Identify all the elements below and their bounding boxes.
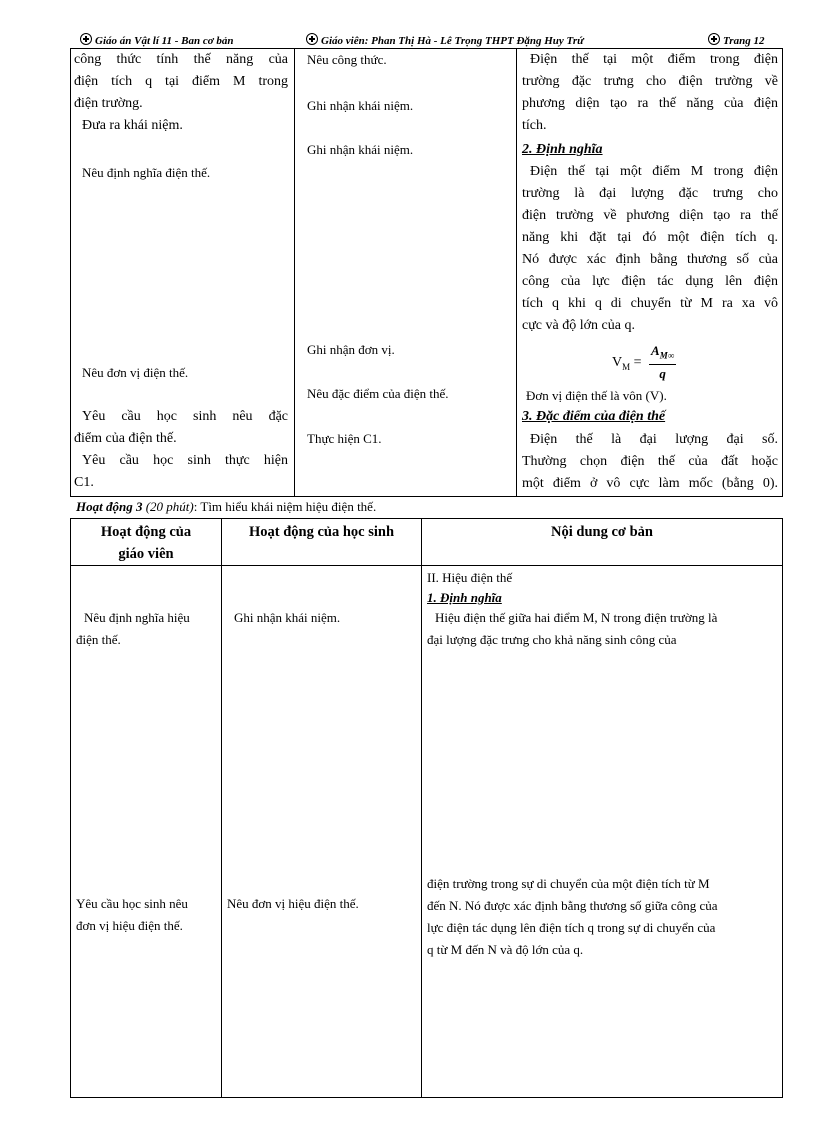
table2-header-border xyxy=(70,565,783,566)
t1-c3-definition-end: cực và độ lớn của q. xyxy=(522,318,635,333)
t2-c1-define: Nêu định nghĩa hiệu điện thế. xyxy=(76,610,190,647)
section-heading-properties: 3. Đặc điểm của điện thế xyxy=(522,409,666,424)
section-heading-definition: 2. Định nghĩa xyxy=(522,142,603,157)
t2-c2-unit: Nêu đơn vị hiệu điện thế. xyxy=(227,896,359,911)
table2-bottom-border xyxy=(70,1097,783,1098)
t1-c1-ask-props-2: điểm của điện thế. xyxy=(74,431,177,446)
t1-c3-definition: Điện thế tại một điểm M trong điện trường là đại lượng đặc trưng cho điện trường về phương diện tạo ra thế năng khi đặt tại đó một điện tích q. Nó được xác định bằng thương số của công của lực điện tác dụng lên điện tích q khi q di chuyển từ M ra xa vô xyxy=(522,164,778,311)
t1-c1-block1: công thức tính thế năng của điện tích q tại điểm M trong xyxy=(74,52,288,89)
header-left: Giáo án Vật lí 11 - Ban cơ bản xyxy=(80,32,234,47)
t2-c3-definition-cont: điện trường trong sự di chuyển của một điện tích từ M đến N. Nó được xác định bằng thương số giữa công của lực điện tác dụng lên điện tích q trong sự di chuyển của q từ M đến N và độ lớn của q. xyxy=(427,876,718,957)
t1-c1-ask-props: Yêu cầu học sinh nêu đặc xyxy=(82,409,288,424)
circle-plus-icon xyxy=(80,33,92,45)
t1-c1-ask-c1: Yêu cầu học sinh thực hiện xyxy=(82,453,288,468)
t1-c1-block1b: điện trường. Đưa ra khái niệm. xyxy=(74,96,183,133)
t2-c1-unit: Yêu cầu học sinh nêu đơn vị hiệu điện thế. xyxy=(76,896,188,933)
table2-header-teacher: Hoạt động của giáo viên xyxy=(100,524,192,562)
t2-c3-definition: Hiệu điện thế giữa hai điểm M, N trong điện trường là đại lượng đặc trưng cho khả năng sinh công của xyxy=(427,610,718,647)
t1-c1-define: Nêu định nghĩa điện thế. xyxy=(82,165,211,180)
t1-c2-formula: Nêu công thức. xyxy=(307,52,387,67)
t1-c1-ask-c1-2: C1. xyxy=(74,475,94,490)
t1-c2-props: Nêu đặc điểm của điện thế. xyxy=(307,386,449,401)
header-middle: Giáo viên: Phan Thị Hà - Lê Trọng THPT Đặng Huy Trứ xyxy=(306,32,584,47)
t1-c3-intro: Điện thế tại một điểm trong điện trường đặc trưng cho điện trường về phương diện tạo ra thế năng của điện xyxy=(522,52,778,111)
t1-c3-unit: Đơn vị điện thế là vôn (V). xyxy=(526,388,667,403)
table1-divider-2 xyxy=(516,48,517,496)
t2-c3-subheading: 1. Định nghĩa xyxy=(427,590,502,605)
table2-header-student: Hoạt động của học sinh xyxy=(248,524,395,540)
t1-c2-note1: Ghi nhận khái niệm. xyxy=(307,98,414,113)
header-right: Trang 12 xyxy=(708,32,764,47)
table1-border-left xyxy=(70,48,71,496)
t1-c2-note2: Ghi nhận khái niệm. xyxy=(307,142,414,157)
table2-header-content: Nội dung cơ bản xyxy=(551,524,653,540)
t1-c2-unit: Ghi nhận đơn vị. xyxy=(307,342,395,357)
table2-divider-1 xyxy=(221,518,222,1098)
t1-c3-properties: Điện thế là đại lượng đại số. Thường chọn điện thế của đất hoặc một điểm ở vô cực làm mốc (bằng 0). xyxy=(522,432,778,491)
formula-fraction: $\frac{A_{M\infty}}{q}$ xyxy=(651,343,675,381)
circle-plus-icon xyxy=(708,33,720,45)
section-heading-voltage: II. Hiệu điện thế xyxy=(427,570,513,585)
t1-c3-intro-end: tích. xyxy=(522,118,547,133)
t2-c2-note: Ghi nhận khái niệm. xyxy=(234,610,341,625)
table2-divider-2 xyxy=(421,518,422,1098)
t1-c2-c1: Thực hiện C1. xyxy=(307,431,382,446)
potential-formula: $V_M$ = $\frac{A_{M\infty}}{q}$ xyxy=(612,343,675,381)
circle-plus-icon xyxy=(306,33,318,45)
table1-border-right xyxy=(782,48,783,496)
table1-divider-1 xyxy=(294,48,295,496)
t1-c1-unit: Nêu đơn vị điện thế. xyxy=(82,365,189,380)
table2-border-right xyxy=(782,518,783,1098)
table2-top-border xyxy=(70,518,783,519)
activity-3-title: Hoạt động 3 (20 phút): Tìm hiểu khái niệm hiệu điện thế. xyxy=(76,499,377,514)
table2-border-left xyxy=(70,518,71,1098)
